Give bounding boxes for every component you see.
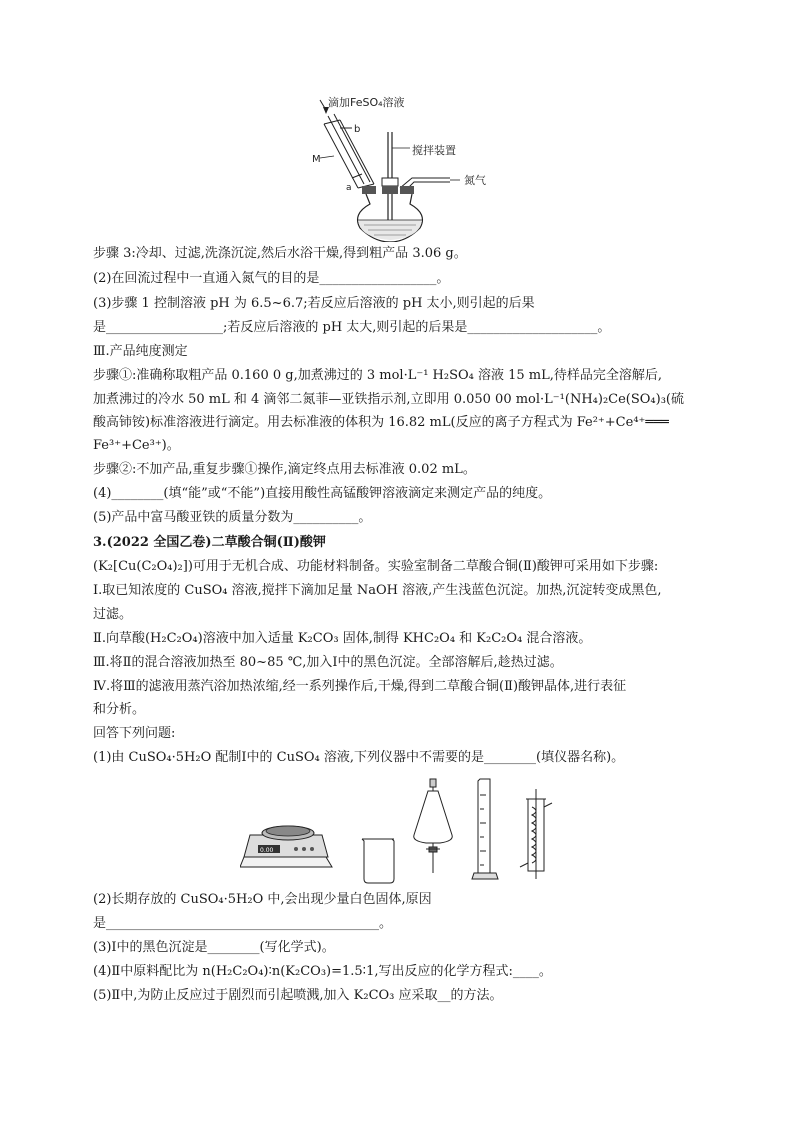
problem-3-question-3: (3)Ⅰ中的黑色沉淀是________(写化学式)。	[93, 940, 335, 955]
step1-cont2-line: 酸高铈铵)标准溶液进行滴定。用去标准液的体积为 16.82 mL(反应的离子方程式为 Fe²⁺+Ce⁴⁺═══	[93, 415, 669, 430]
svg-text:搅拌装置: 搅拌装置	[412, 144, 456, 157]
procedure-4-cont-line: 和分析。	[93, 702, 146, 717]
step3-line: 步骤 3:冷却、过滤,洗涤沉淀,然后水浴干燥,得到粗产品 3.06 g。	[93, 246, 467, 261]
beaker-icon	[362, 839, 394, 883]
problem-3-question-5: (5)Ⅱ中,为防止反应过于剧烈而引起喷溅,加入 K₂CO₃ 应采取__的方法。	[93, 988, 503, 1003]
question-4-line: (4)________(填“能”或“不能”)直接用酸性高锰酸钾溶液滴定来测定产品的纯度。	[93, 486, 552, 501]
question-5-line: (5)产品中富马酸亚铁的质量分数为__________。	[93, 510, 372, 525]
svg-text:氮气: 氮气	[464, 174, 486, 187]
problem-3-question-2: (2)长期存放的 CuSO₄·5H₂O 中,会出现少量白色固体,原因	[93, 892, 432, 907]
problem-3-question-4: (4)Ⅱ中原料配比为 n(H₂C₂O₄)∶n(K₂CO₃)=1.5∶1,写出反应的化学方程式:____。	[93, 964, 552, 979]
procedure-1-line: Ⅰ.取已知浓度的 CuSO₄ 溶液,搅拌下滴加足量 NaOH 溶液,产生浅蓝色沉淀。加热,沉淀转变成黑色,	[93, 583, 662, 598]
svg-text:M: M	[312, 154, 321, 165]
balance-readout: 0.00	[260, 847, 274, 854]
step1-cont-line: 加煮沸过的冷水 50 mL 和 4 滴邻二氮菲—亚铁指示剂,立即用 0.050 00 mol·L⁻¹(NH₄)₂Ce(SO₄)₃(硫	[93, 392, 684, 407]
procedure-3-line: Ⅲ.将Ⅱ的混合溶液加热至 80~85 ℃,加入Ⅰ中的黑色沉淀。全部溶解后,趁热过滤。	[93, 655, 563, 670]
problem-3-intro: (K₂[Cu(C₂O₄)₂])可用于无机合成、功能材料制备。实验室制备二草酸合铜(Ⅱ)酸钾可采用如下步骤:	[93, 559, 659, 574]
procedure-1-cont-line: 过滤。	[93, 607, 133, 622]
section-heading: Ⅲ.产品纯度测定	[93, 344, 188, 359]
procedure-4-line: Ⅳ.将Ⅲ的滤液用蒸汽浴加热浓缩,经一系列操作后,干燥,得到二草酸合铜(Ⅱ)酸钾晶体,进行表征	[93, 679, 627, 694]
problem-3-title: 3.(2022 全国乙卷)二草酸合铜(Ⅱ)酸钾	[93, 535, 326, 550]
question-3-line: (3)步骤 1 控制溶液 pH 为 6.5~6.7;若反应后溶液的 pH 太小,则引起的后果	[93, 296, 535, 311]
feed-label: 滴加FeSO₄溶液	[328, 96, 405, 109]
reflux-apparatus-figure	[300, 92, 500, 242]
balance-icon	[240, 826, 332, 867]
step1-cont3-line: Fe³⁺+Ce³⁺)。	[93, 438, 180, 453]
step1-line: 步骤①:准确称取粗产品 0.160 0 g,加煮沸过的 3 mol·L⁻¹ H₂SO₄ 溶液 15 mL,待样品完全溶解后,	[93, 368, 663, 383]
svg-text:b: b	[354, 124, 361, 135]
problem-3-question-1: (1)由 CuSO₄·5H₂O 配制Ⅰ中的 CuSO₄ 溶液,下列仪器中不需要的是________(填仪器名称)。	[93, 750, 625, 765]
graduated-cylinder-icon	[472, 779, 498, 879]
condenser-icon	[520, 789, 552, 879]
question-3-cont-line: 是__________________;若反应后溶液的 pH 太大,则引起的后果是____________________。	[93, 320, 611, 335]
step2-line: 步骤②:不加产品,重复步骤①操作,滴定终点用去标准液 0.02 mL。	[93, 462, 476, 477]
answer-prompt: 回答下列问题:	[93, 726, 176, 741]
problem-3-question-2-cont: 是__________________________________________。	[93, 916, 392, 931]
procedure-2-line: Ⅱ.向草酸(H₂C₂O₄)溶液中加入适量 K₂CO₃ 固体,制得 KHC₂O₄ 和 K₂C₂O₄ 混合溶液。	[93, 631, 592, 646]
separatory-funnel-icon	[414, 779, 453, 873]
svg-text:a: a	[346, 183, 352, 193]
instruments-figure	[240, 775, 570, 885]
question-2-line: (2)在回流过程中一直通入氮气的目的是__________________。	[93, 271, 450, 286]
